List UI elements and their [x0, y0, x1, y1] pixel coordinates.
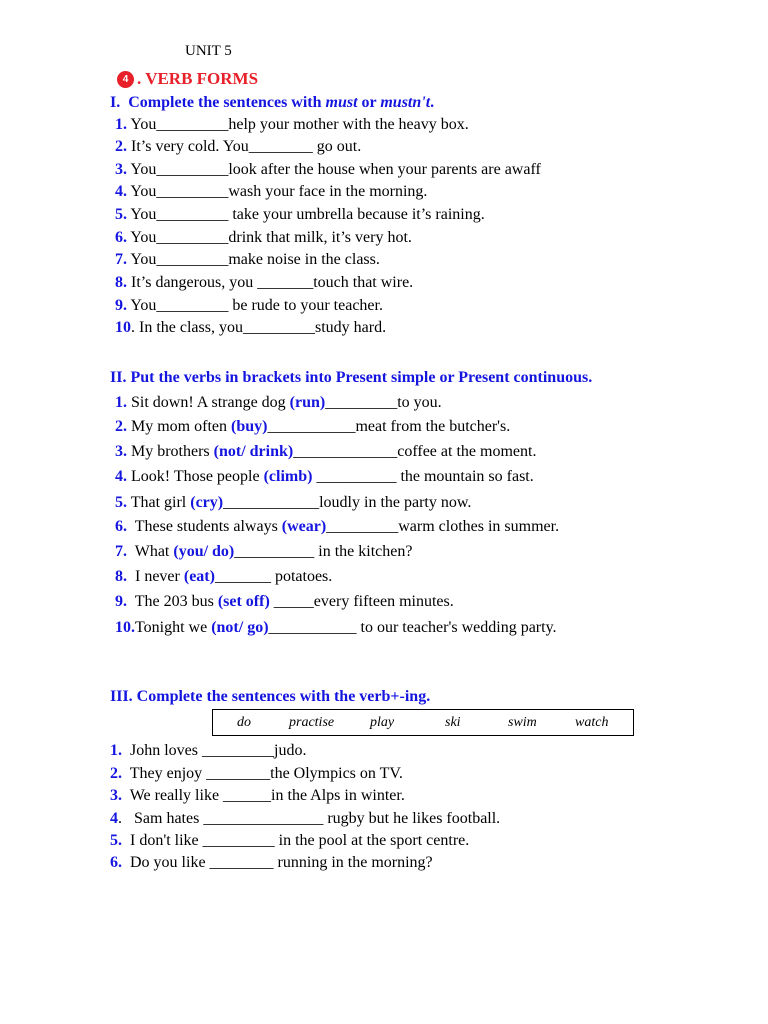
- part1-heading-or: or: [357, 94, 381, 111]
- verb-hint: (eat): [183, 568, 215, 585]
- part3-item: [110, 765, 403, 783]
- part1-heading-text: Complete the sentences with: [128, 94, 326, 111]
- part3-item: [110, 854, 433, 872]
- verb-hint: (cry): [190, 494, 224, 511]
- item-number: 1.: [115, 116, 127, 133]
- part2-item: [115, 543, 412, 561]
- item-text-end: ____________loudly in the party now.: [223, 494, 472, 511]
- part1-item: [115, 297, 383, 315]
- part2-item: [115, 593, 454, 611]
- item-text-end: _________warm clothes in summer.: [326, 518, 560, 535]
- part1-item: [115, 183, 427, 201]
- item-text: These students always: [127, 518, 282, 535]
- verb-hint: (run): [289, 394, 326, 411]
- word-bank-item: swim: [508, 715, 537, 730]
- item-number: 7.: [115, 251, 127, 268]
- item-text: Tonight we: [135, 619, 212, 636]
- item-number: 9.: [115, 593, 127, 610]
- item-text: Do you like ________ running in the morning?: [122, 854, 433, 871]
- item-number: 4.: [115, 468, 127, 485]
- word-bank-item: play: [370, 715, 395, 730]
- part1-item: [115, 229, 412, 247]
- item-text: The 203 bus: [127, 593, 218, 610]
- verb-hint: (buy): [231, 418, 268, 435]
- item-number: 8.: [115, 274, 127, 291]
- part1-heading-mustnt: mustn't: [380, 94, 431, 111]
- part2-item: [115, 443, 536, 461]
- part1-item: [115, 319, 386, 337]
- item-text: . In the class, you_________study hard.: [131, 319, 387, 336]
- item-number: 4: [110, 810, 118, 827]
- item-text: My brothers: [127, 443, 214, 460]
- item-number: 3.: [110, 787, 122, 804]
- verb-hint: (set off): [217, 593, 270, 610]
- word-bank-item: watch: [575, 715, 609, 730]
- part3-item: [110, 742, 306, 760]
- part3-heading: III. Complete the sentences with the verb+-ing.: [110, 688, 431, 705]
- verb-hint: (climb): [263, 468, 313, 485]
- item-text-end: __________ in the kitchen?: [234, 543, 413, 560]
- section-title: . VERB FORMS: [137, 69, 259, 88]
- word-bank-item: do: [237, 715, 251, 730]
- word-bank: [212, 709, 634, 736]
- item-text: They enjoy ________the Olympics on TV.: [122, 765, 403, 782]
- item-text: You_________ be rude to your teacher.: [127, 297, 383, 314]
- item-text: I never: [127, 568, 184, 585]
- verb-hint: (not/ drink): [213, 443, 294, 460]
- item-text: What: [127, 543, 174, 560]
- item-number: 1.: [110, 742, 122, 759]
- part1-heading-end: .: [430, 94, 435, 111]
- item-text-end: _____________coffee at the moment.: [293, 443, 537, 460]
- unit-title: UNIT 5: [185, 43, 232, 59]
- item-number: 4.: [115, 183, 127, 200]
- part3-item: [110, 810, 500, 828]
- word-bank-item: practise: [289, 715, 335, 730]
- item-number: 8.: [115, 568, 127, 585]
- part2-item: [115, 468, 534, 486]
- part1-item: [115, 251, 380, 269]
- part1-item: [115, 116, 469, 134]
- part3-item: [110, 787, 405, 805]
- part1-heading-must: must: [325, 94, 358, 111]
- item-number: 2.: [110, 765, 122, 782]
- item-number: 2.: [115, 418, 127, 435]
- item-text: My mom often: [127, 418, 231, 435]
- item-number: 6.: [115, 229, 127, 246]
- item-text: That girl: [127, 494, 191, 511]
- item-text: . Sam hates _______________ rugby but he likes football.: [118, 810, 501, 827]
- part2-heading: II. Put the verbs in brackets into Present simple or Present continuous.: [110, 369, 593, 386]
- item-text: You_________help your mother with the heavy box.: [127, 116, 469, 133]
- item-text-end: _________to you.: [325, 394, 442, 411]
- item-number: 7.: [115, 543, 127, 560]
- verb-hint: (not/ go): [211, 619, 269, 636]
- item-number: 1.: [115, 394, 127, 411]
- part3-item: [110, 832, 469, 850]
- item-number: 3.: [115, 161, 127, 178]
- item-number: 10: [115, 319, 131, 336]
- word-bank-item: ski: [445, 715, 461, 730]
- item-text: You_________make noise in the class.: [127, 251, 380, 268]
- item-text: You_________ take your umbrella because it’s raining.: [127, 206, 485, 223]
- item-number: 6.: [115, 518, 127, 535]
- part2-item: [115, 619, 557, 637]
- item-number: 10.: [115, 619, 135, 636]
- item-text: It’s very cold. You________ go out.: [127, 138, 362, 155]
- item-number: 6.: [110, 854, 122, 871]
- part2-item: [115, 394, 442, 412]
- item-number: 9.: [115, 297, 127, 314]
- item-text: Look! Those people: [127, 468, 264, 485]
- item-number: 5.: [110, 832, 122, 849]
- item-text-end: __________ the mountain so fast.: [312, 468, 534, 485]
- part2-item: [115, 418, 510, 436]
- item-text-end: ___________meat from the butcher's.: [267, 418, 511, 435]
- part1-item: [115, 274, 413, 292]
- item-text: I don't like _________ in the pool at the sport centre.: [122, 832, 470, 849]
- verb-hint: (you/ do): [173, 543, 235, 560]
- item-text-end: _______ potatoes.: [214, 568, 333, 585]
- item-text: Sit down! A strange dog: [127, 394, 290, 411]
- item-text: You_________wash your face in the morning.: [127, 183, 428, 200]
- item-text-end: _____every fifteen minutes.: [269, 593, 454, 610]
- item-text: It’s dangerous, you _______touch that wire.: [127, 274, 414, 291]
- part2-item: [115, 568, 332, 586]
- item-text: We really like ______in the Alps in winter.: [122, 787, 405, 804]
- part1-item: [115, 161, 541, 179]
- part1-item: [115, 206, 485, 224]
- item-text: You_________look after the house when your parents are awaff: [127, 161, 541, 178]
- item-number: 5.: [115, 206, 127, 223]
- item-text: John loves _________judo.: [122, 742, 307, 759]
- verb-hint: (wear): [281, 518, 327, 535]
- part2-item: [115, 518, 559, 536]
- item-number: 2.: [115, 138, 127, 155]
- part1-heading-num: I.: [110, 94, 121, 111]
- item-text: You_________drink that milk, it’s very hot.: [127, 229, 412, 246]
- part1-heading: [110, 94, 434, 112]
- item-number: 5.: [115, 494, 127, 511]
- item-number: 3.: [115, 443, 127, 460]
- part1-item: [115, 138, 361, 156]
- item-text-end: ___________ to our teacher's wedding party.: [268, 619, 557, 636]
- part2-item: [115, 494, 471, 512]
- section-number-badge: 4: [117, 71, 134, 88]
